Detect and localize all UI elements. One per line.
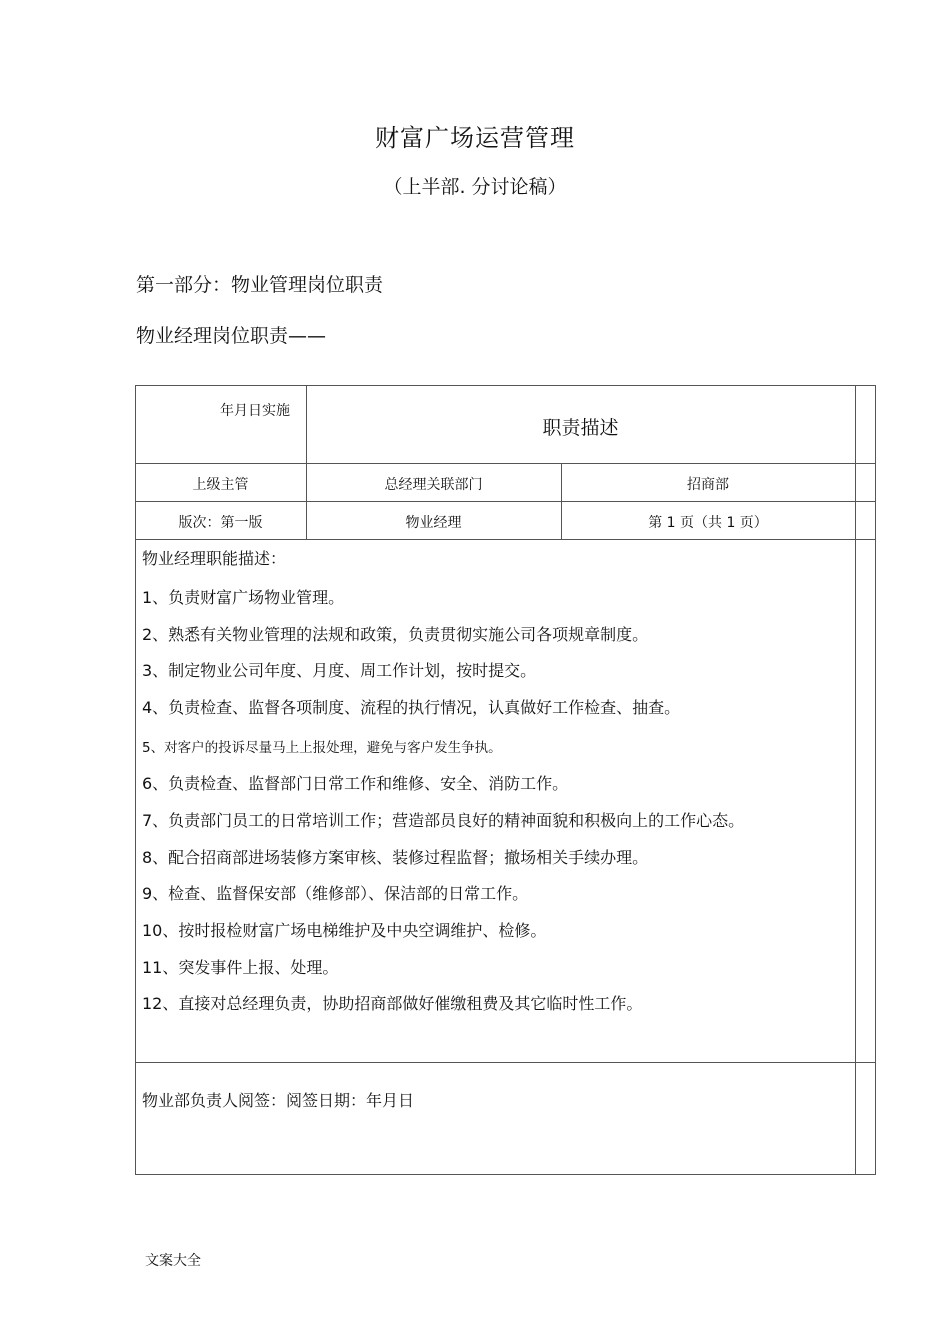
duty-item: 4、负责检查、监督各项制度、流程的执行情况，认真做好工作检查、抽查。 bbox=[142, 698, 681, 717]
duty-item: 12、直接对总经理负责，协助招商部做好催缴租费及其它临时性工作。 bbox=[142, 994, 643, 1013]
duty-item: 2、熟悉有关物业管理的法规和政策，负责贯彻实施公司各项规章制度。 bbox=[142, 625, 649, 644]
duty-item: 9、检查、监督保安部（维修部）、保洁部的日常工作。 bbox=[142, 884, 529, 903]
duty-item: 6、负责检查、监督部门日常工作和维修、安全、消防工作。 bbox=[142, 774, 569, 793]
duty-item: 8、配合招商部进场装修方案审核、装修过程监督；撤场相关手续办理。 bbox=[142, 848, 649, 867]
section-heading: 第一部分：物业管理岗位职责 bbox=[136, 274, 384, 296]
document-title: 财富广场运营管理 bbox=[375, 124, 575, 152]
table-rule-signoff-top bbox=[135, 1062, 876, 1063]
cell-department-value: 招商部 bbox=[687, 477, 729, 493]
description-title: 职责描述 bbox=[542, 417, 619, 439]
cell-supervisor-label: 上级主管 bbox=[192, 477, 249, 493]
role-heading: 物业经理岗位职责—— bbox=[136, 325, 327, 347]
cell-page-number: 第 1 页（共 1 页） bbox=[648, 515, 768, 531]
table-rule-body-top bbox=[135, 539, 876, 540]
table-rule-right-strip bbox=[855, 385, 856, 1175]
duty-item: 11、突发事件上报、处理。 bbox=[142, 958, 339, 977]
duty-item: 3、制定物业公司年度、月度、周工作计划，按时提交。 bbox=[142, 661, 537, 680]
duty-item: 1、负责财富广场物业管理。 bbox=[142, 588, 345, 607]
document-subtitle: （上半部. 分讨论稿） bbox=[383, 176, 567, 198]
page-footer: 文案大全 bbox=[145, 1253, 201, 1269]
cell-version: 版次：第一版 bbox=[178, 515, 263, 531]
cell-position: 物业经理 bbox=[405, 515, 462, 531]
duty-item: 10、按时报检财富广场电梯维护及中央空调维护、检修。 bbox=[142, 921, 547, 940]
duties-heading: 物业经理职能描述： bbox=[142, 549, 287, 568]
table-rule-row1-top bbox=[135, 463, 876, 464]
duty-item: 5、对客户的投诉尽量马上上报处理，避免与客户发生争执。 bbox=[142, 740, 502, 756]
table-rule-row2-top bbox=[135, 501, 876, 502]
cell-related-department: 总经理关联部门 bbox=[384, 477, 483, 493]
duty-item: 7、负责部门员工的日常培训工作；营造部员良好的精神面貌和积极向上的工作心态。 bbox=[142, 811, 745, 830]
effective-date-label: 年月日实施 bbox=[220, 403, 290, 419]
signoff-line: 物业部负责人阅签：阅签日期：年月日 bbox=[142, 1091, 415, 1110]
